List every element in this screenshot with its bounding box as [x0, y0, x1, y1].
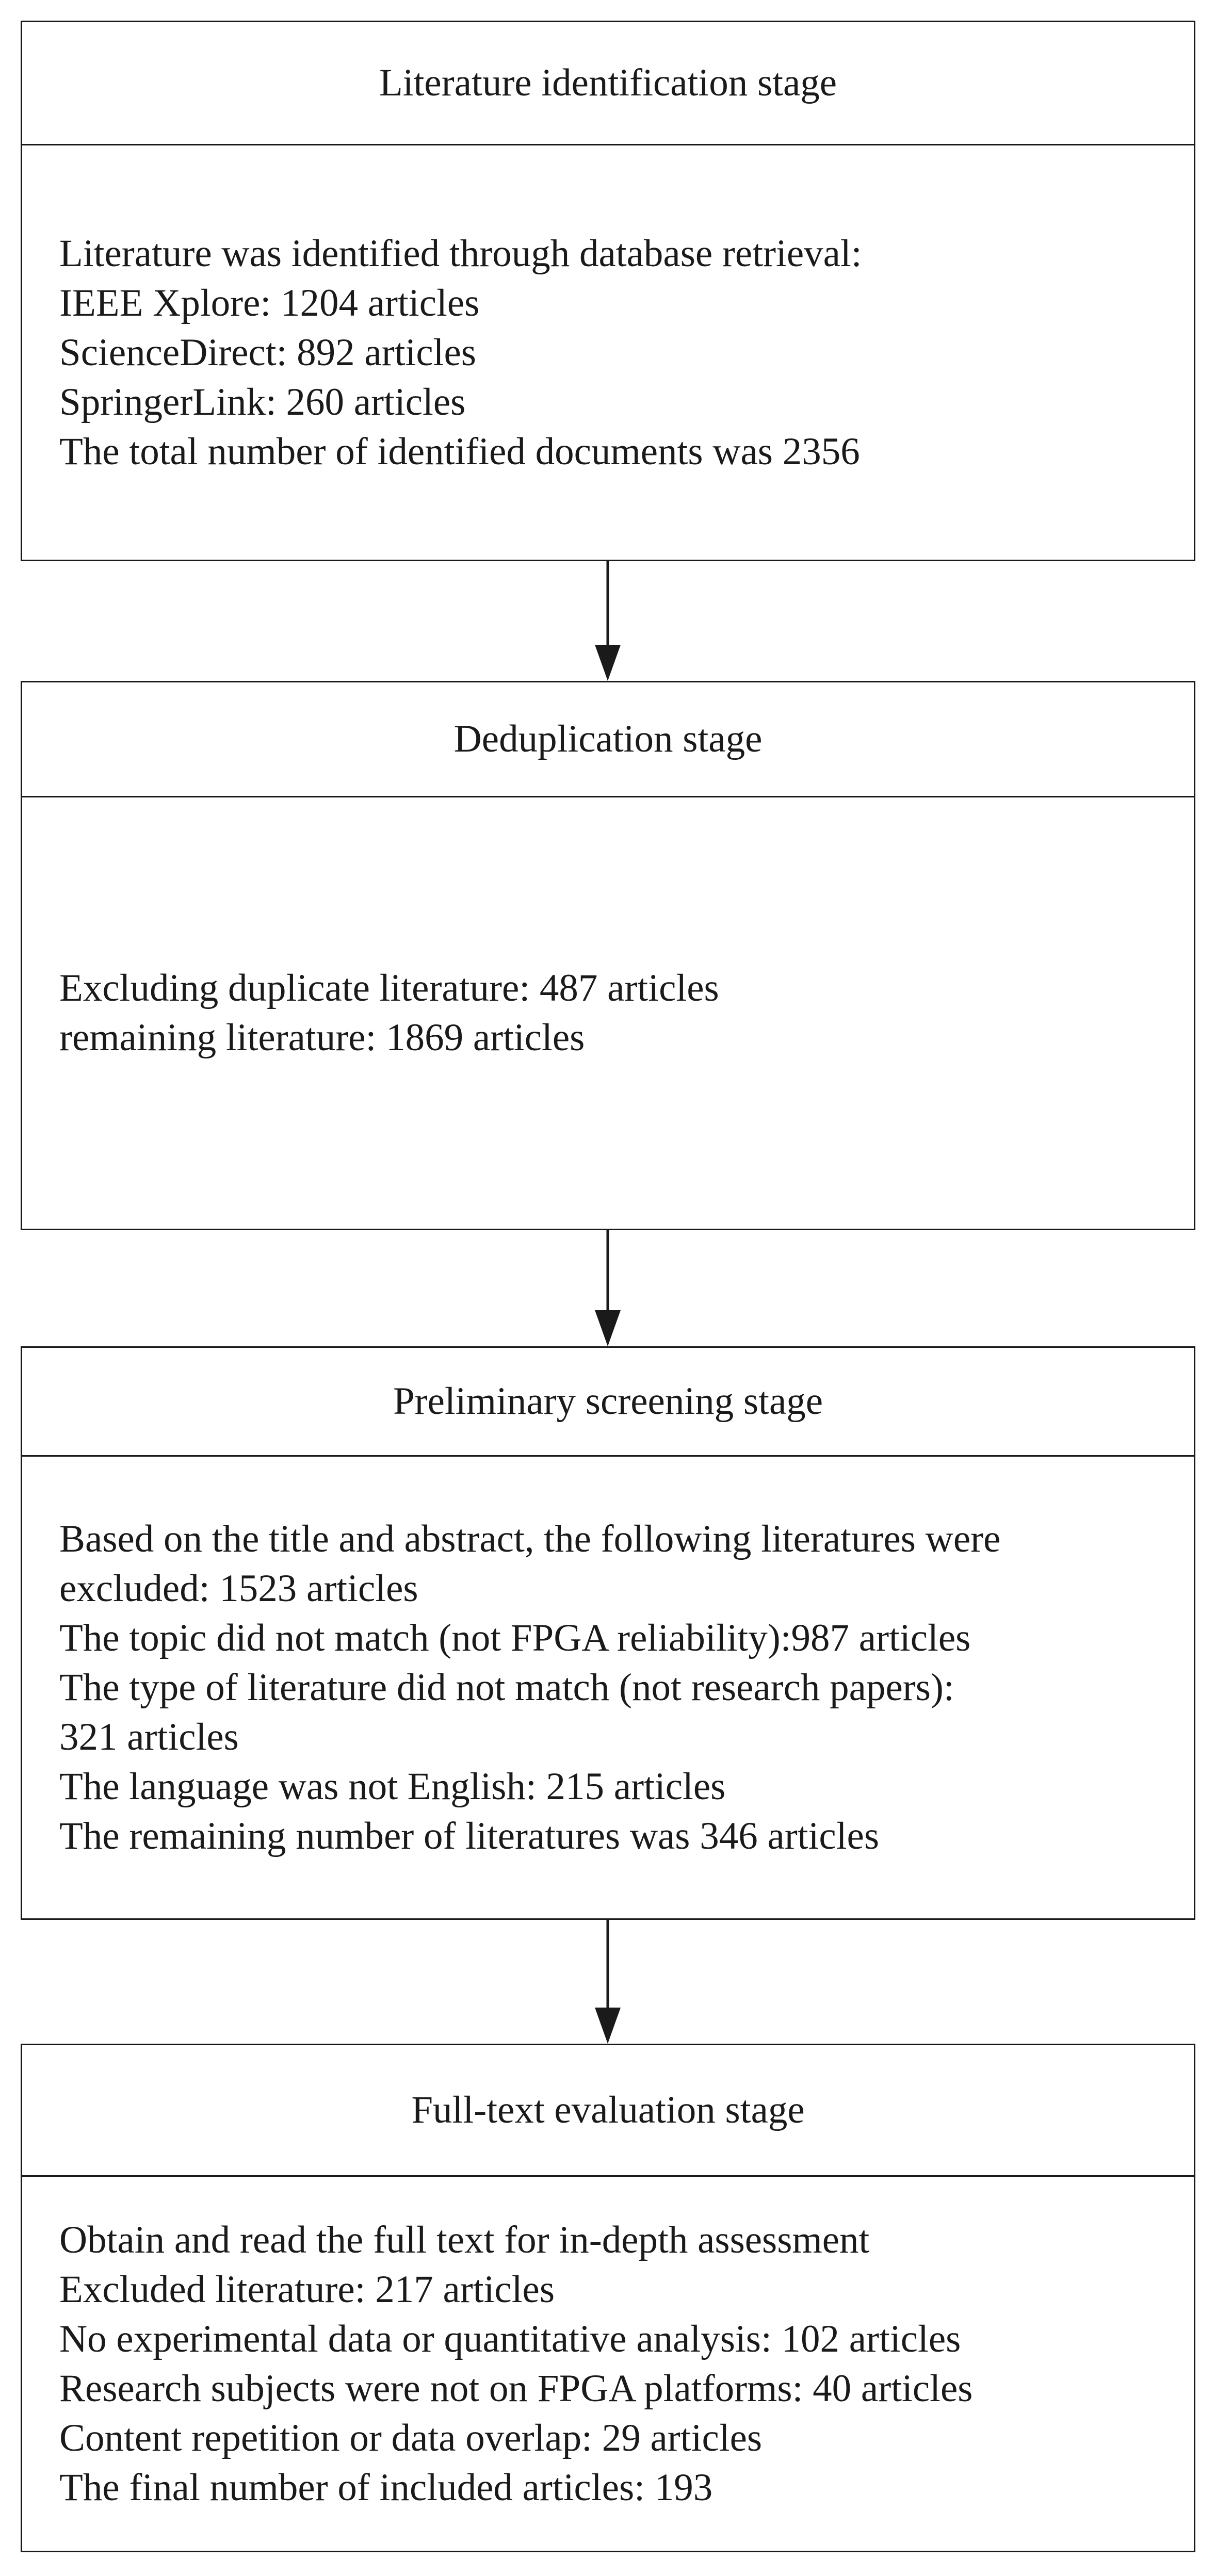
arrow-head-icon: [595, 2008, 621, 2044]
stage-body: [22, 145, 1194, 560]
stage-title: Preliminary screening stage: [22, 1348, 1194, 1457]
stage-text-line: ScienceDirect: 892 articles: [59, 331, 476, 374]
stage-text-line: Obtain and read the full text for in-depth assessment: [59, 2218, 870, 2261]
stage-text-line: Literature was identified through database retrieval:: [59, 232, 862, 275]
arrow-stage1-to-stage2: [595, 561, 621, 681]
stage-text-line: remaining literature: 1869 articles: [59, 1016, 585, 1059]
stage-text-line: The topic did not match (not FPGA reliability):987 articles: [59, 1616, 971, 1659]
stage-body: [22, 797, 1194, 1229]
arrow-stage3-to-stage4: [595, 1920, 621, 2044]
stage-text-line: No experimental data or quantitative analysis: 102 articles: [59, 2317, 961, 2360]
stage-text-line: The remaining number of literatures was 346 articles: [59, 1814, 880, 1857]
stage-box-full-text-evaluation: [21, 2044, 1195, 2552]
stage-text-line: The final number of included articles: 193: [59, 2466, 713, 2509]
stage-text-line: Excluded literature: 217 articles: [59, 2268, 555, 2311]
stage-box-identification: [21, 21, 1195, 561]
stage-body: [22, 2177, 1194, 2551]
stage-text-line: excluded: 1523 articles: [59, 1567, 418, 1610]
stage-text-line: Excluding duplicate literature: 487 articles: [59, 967, 719, 1009]
stage-text-line: IEEE Xplore: 1204 articles: [59, 281, 480, 324]
stage-title: Literature identification stage: [22, 22, 1194, 145]
stage-text-line: The language was not English: 215 articles: [59, 1765, 726, 1808]
stage-box-preliminary-screening: [21, 1346, 1195, 1920]
stage-body: [22, 1457, 1194, 1918]
arrow-head-icon: [595, 645, 621, 681]
stage-text-line: Research subjects were not on FPGA platforms: 40 articles: [59, 2367, 973, 2410]
stage-text-line: Based on the title and abstract, the following literatures were: [59, 1517, 1001, 1560]
stage-text-line: 321 articles: [59, 1715, 239, 1758]
arrow-head-icon: [595, 1310, 621, 1346]
stage-text-line: SpringerLink: 260 articles: [59, 380, 466, 423]
stage-text-line: The total number of identified documents was 2356: [59, 430, 860, 473]
stage-box-deduplication: [21, 681, 1195, 1230]
stage-title: Deduplication stage: [22, 682, 1194, 797]
arrow-stage2-to-stage3: [595, 1230, 621, 1346]
stage-text-line: Content repetition or data overlap: 29 articles: [59, 2416, 763, 2459]
stage-text-line: The type of literature did not match (not research papers):: [59, 1666, 954, 1709]
stage-title: Full-text evaluation stage: [22, 2045, 1194, 2177]
